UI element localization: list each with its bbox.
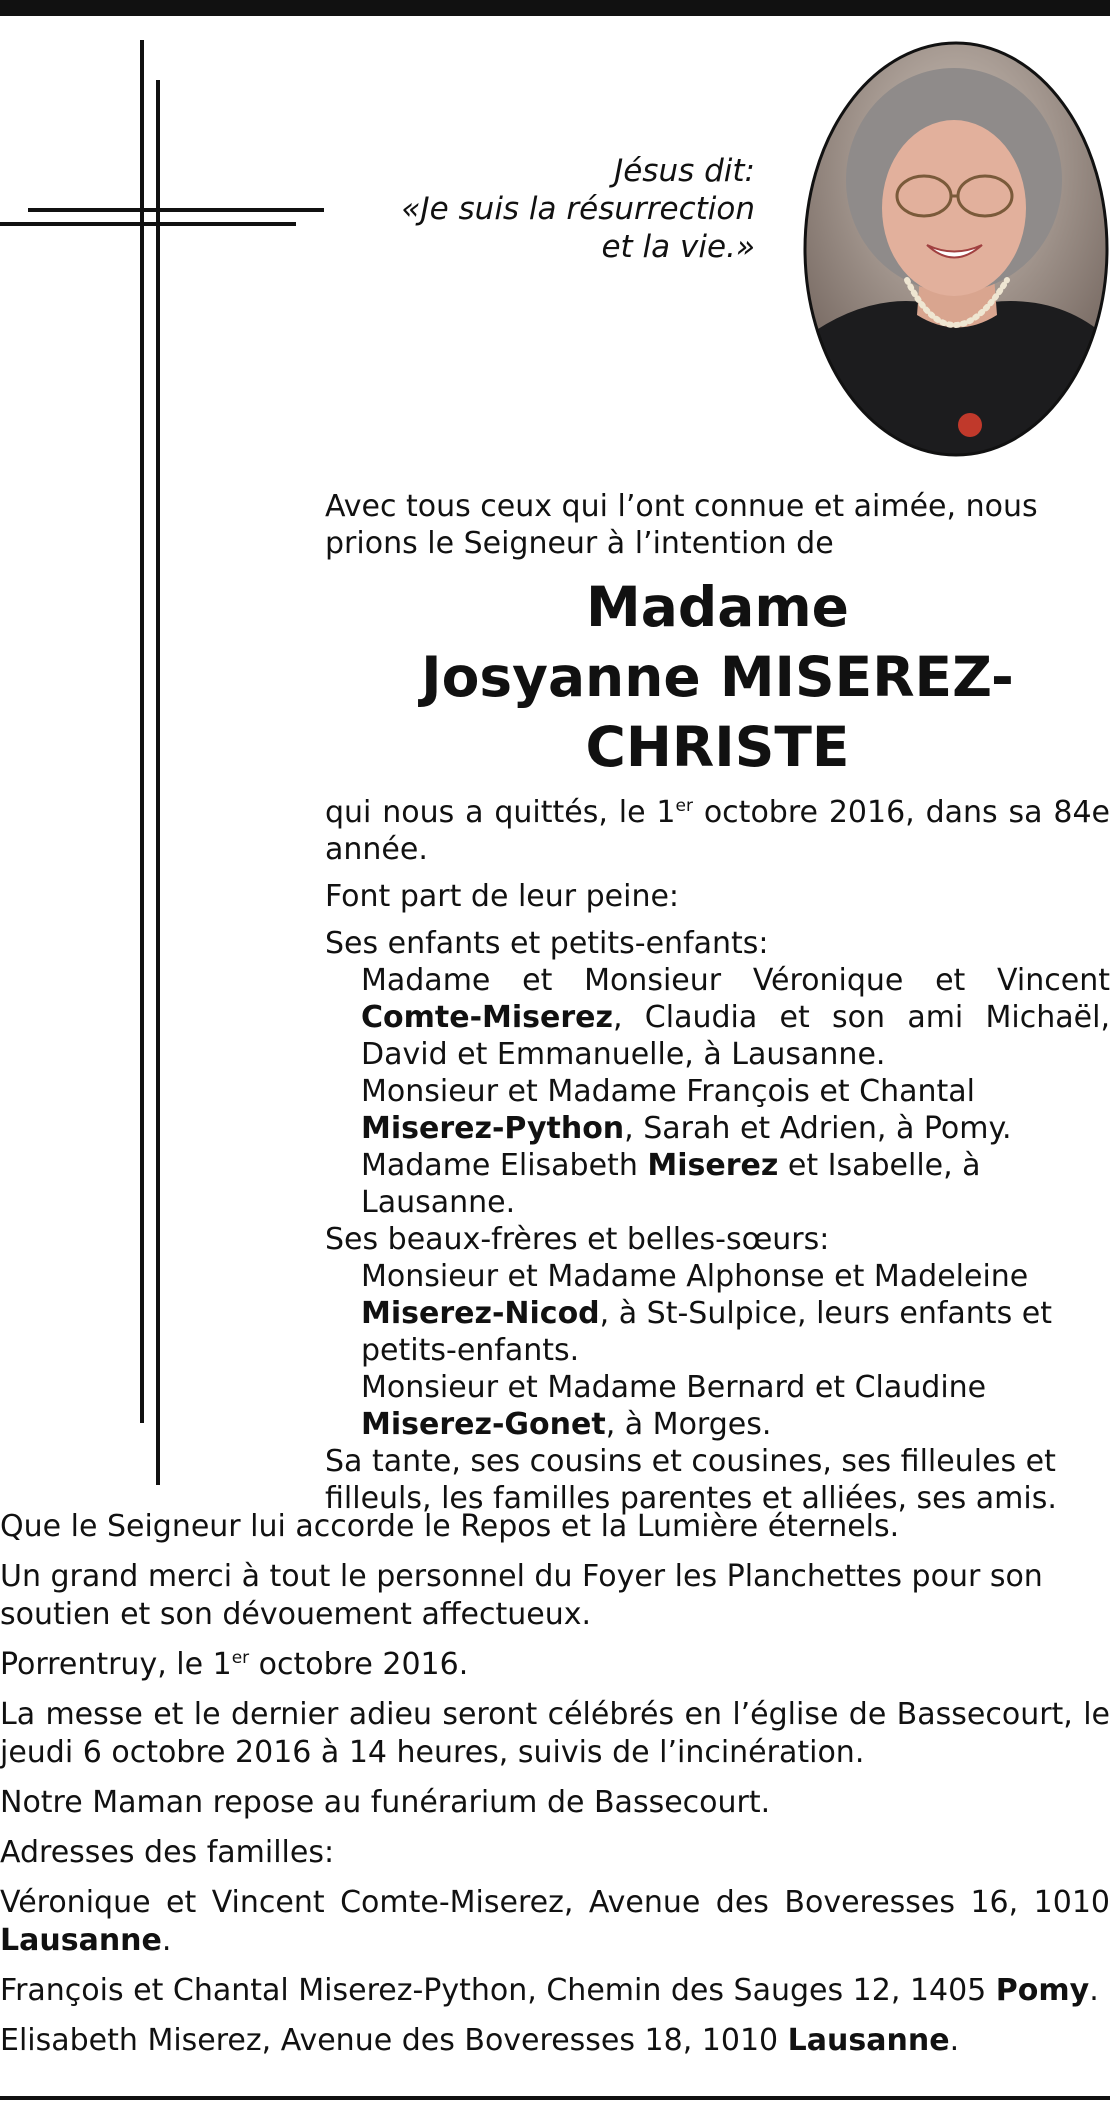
repose-text: Notre Maman repose au funérarium de Bassecourt. [0, 1785, 771, 1820]
bottom-border [0, 2096, 1110, 2100]
font-part-heading: Font part de leur peine: [325, 879, 680, 914]
mass-info: La messe et le dernier adieu seront célébrés en l’église de Bassecourt, le jeudi 6 octobre 2016 à 14 heures, suivis de l’incinération. [0, 1697, 1110, 1770]
address-line: François et Chantal Miserez-Python, Chemin des Sauges 12, 1405 Pomy. [0, 1973, 1099, 2008]
children-heading: Ses enfants et petits-enfants: [325, 926, 769, 961]
obituary-footer [0, 1508, 1110, 2072]
family-entry: Madame Elisabeth Miserez et Isabelle, à Lausanne. [361, 1148, 981, 1220]
top-border [0, 0, 1110, 16]
quote-line-2: «Je suis la résurrection [401, 191, 755, 227]
in-laws-heading: Ses beaux-frères et belles-sœurs: [325, 1222, 830, 1257]
portrait-photo [802, 40, 1110, 458]
family-entry: Monsieur et Madame Bernard et Claudine Miserez-Gonet, à Morges. [361, 1370, 987, 1442]
name-title: Madame [586, 575, 849, 639]
death-notice: qui nous a quittés, le 1er octobre 2016, dans sa 84e année. [325, 795, 1110, 867]
repos-text: Que le Seigneur lui accorde le Repos et la Lumière éternels. [0, 1509, 900, 1544]
scripture-quote [335, 152, 755, 266]
other-relatives: Sa tante, ses cousins et cousines, ses filleules et filleuls, les familles parentes et alliées, ses amis. [325, 1444, 1057, 1516]
name-full: Josyanne MISEREZ-CHRISTE [421, 645, 1014, 779]
family-entry: Monsieur et Madame François et Chantal Miserez-Python, Sarah et Adrien, à Pomy. [361, 1074, 1012, 1146]
address-line: Elisabeth Miserez, Avenue des Boveresses 18, 1010 Lausanne. [0, 2023, 960, 2058]
deceased-name [325, 572, 1110, 782]
quote-line-3: et la vie.» [601, 229, 755, 265]
thanks-text: Un grand merci à tout le personnel du Foyer les Planchettes pour son soutien et son dévouement affectueux. [0, 1559, 1043, 1632]
family-entry: Madame et Monsieur Véronique et Vincent Comte-Miserez, Claudia et son ami Michaël, David et Emmanuelle, à Lausanne. [361, 963, 1110, 1072]
address-line: Véronique et Vincent Comte-Miserez, Avenue des Boveresses 16, 1010 Lausanne. [0, 1885, 1110, 1958]
intro-text: Avec tous ceux qui l’ont connue et aimée, nous prions le Seigneur à l’intention de [325, 489, 1038, 561]
obituary-body [325, 488, 1110, 1517]
place-date: Porrentruy, le 1er octobre 2016. [0, 1647, 469, 1682]
addresses-heading: Adresses des familles: [0, 1835, 335, 1870]
family-entry: Monsieur et Madame Alphonse et Madeleine Miserez-Nicod, à St-Sulpice, leurs enfants et petits-enfants. [361, 1259, 1052, 1368]
quote-line-1: Jésus dit: [614, 153, 755, 189]
